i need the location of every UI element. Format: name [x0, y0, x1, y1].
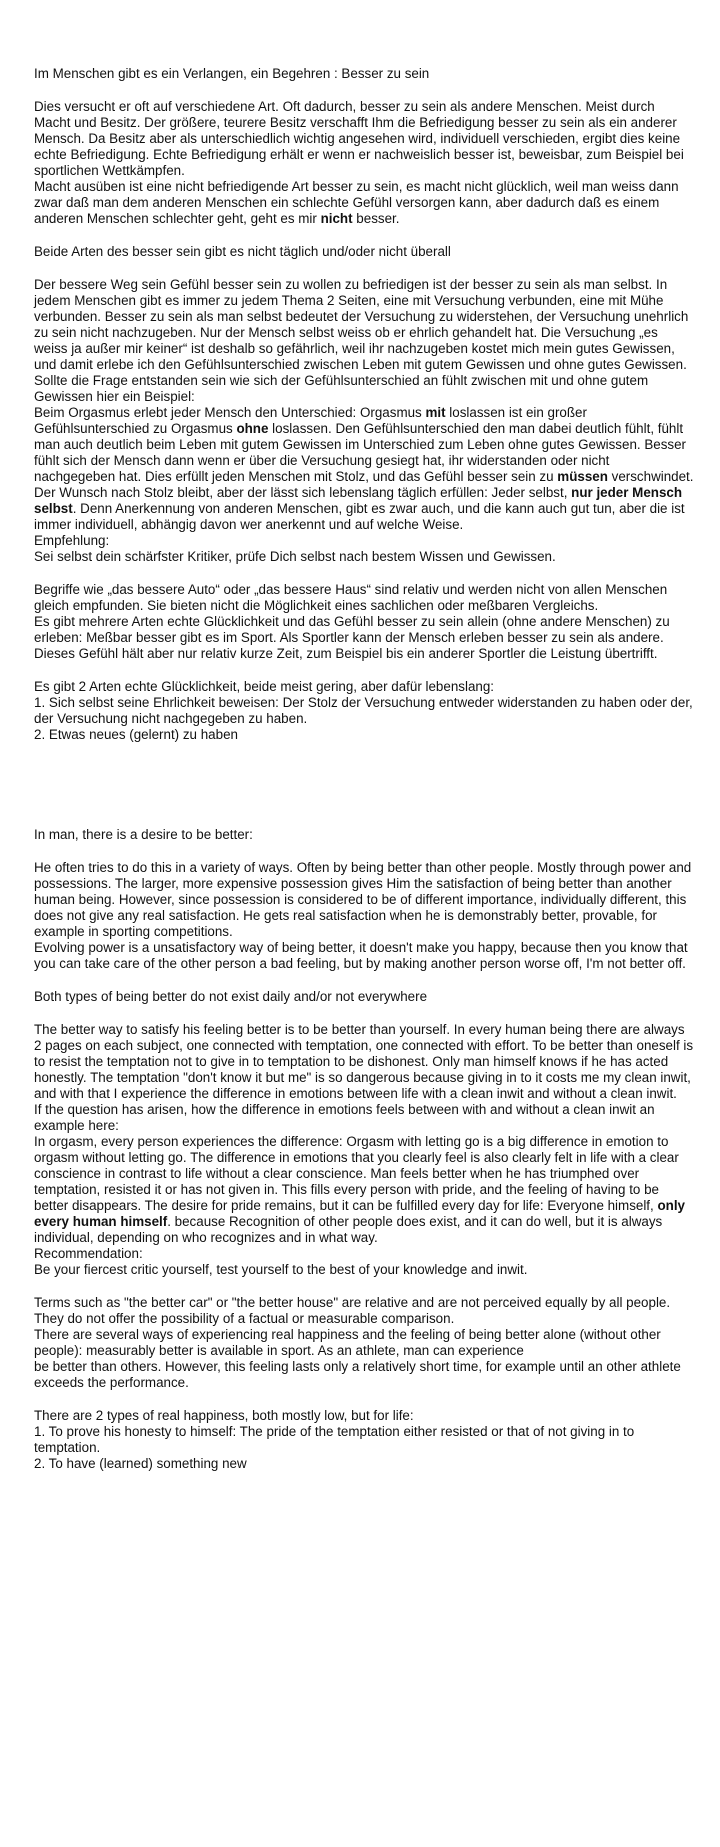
english-list-item: 2. To have (learned) something new — [34, 1456, 247, 1471]
english-paragraph: Recommendation: — [34, 1246, 143, 1261]
english-paragraph: In orgasm, every person experiences the difference: Orgasm with letting go is a big difference in emotion to orgasm without letting go. The difference in emotions that you clearly feel is also clearly felt in life with a clear conscience in contrast to life without a clear conscience. Man feels better when he has triumphed over temptation, resisted it or has not given in. This fills every person with pride, and the feeling of having to be better disappears. The desire for pride remains, but it can be fulfilled every day for life: Everyone himself, only every human himself. because Recognition of other people does exist, and it can do well, but it is always individual, depending on who recognizes and in what way. — [34, 1134, 685, 1245]
german-heading: Im Menschen gibt es ein Verlangen, ein Begehren : Besser zu sein — [34, 66, 430, 81]
german-paragraph: Der bessere Weg sein Gefühl besser sein zu wollen zu befriedigen ist der besser zu sein als man selbst. In jedem Menschen gibt es immer zu jedem Thema 2 Seiten, eine mit Versuchung verbunden, eine mit Mühe verbunden. Besser zu sein als man selbst bedeutet der Versuchung zu widerstehen, der Versuchung unehrlich zu sein nicht nachzugeben. Nur der Mensch selbst weiss ob er ehrlich gehandelt hat. Die Versuchung „es weiss ja außer mir keiner“ ist deshalb so gefährlich, weil ihr nachzugeben kostet mich mein gutes Gewissen, und damit erlebe ich den Gefühlsunterschied zwischen Leben mit gutem Gewissen und ohne gutes Gewissen. — [34, 277, 689, 372]
german-paragraph: Empfehlung: — [34, 533, 110, 548]
german-list-item: 1. Sich selbst seine Ehrlichkeit beweisen: Der Stolz der Versuchung entweder widerstanden zu haben oder der, der Versuchung nicht nachgegeben zu haben. — [34, 695, 693, 726]
german-paragraph: Es gibt mehrere Arten echte Glücklichkeit und das Gefühl besser zu sein allein (ohne andere Menschen) zu erleben: Meßbar besser gibt es im Sport. Als Sportler kann der Mensch erleben besser zu sein als andere. Dieses Gefühl hält aber nur relativ kurze Zeit, zum Beispiel bis ein anderer Sportler die Leistung übertrifft. — [34, 614, 670, 661]
german-paragraph: Begriffe wie „das bessere Auto“ oder „das bessere Haus“ sind relativ und werden nicht von allen Menschen gleich empfunden. Sie bieten nicht die Möglichkeit eines sachlichen oder meßbaren Vergleichs. — [34, 582, 668, 613]
english-paragraph: Terms such as "the better car" or "the better house" are relative and are not perceived equally by all people. They do not offer the possibility of a factual or measurable comparison. — [34, 1295, 671, 1326]
german-paragraph: Es gibt 2 Arten echte Glücklichkeit, beide meist gering, aber dafür lebenslang: — [34, 679, 495, 694]
german-list-item: 2. Etwas neues (gelernt) zu haben — [34, 727, 238, 742]
english-list-item: 1. To prove his honesty to himself: The pride of the temptation either resisted or that of not giving in to temptation. — [34, 1424, 635, 1455]
german-paragraph: Macht ausüben ist eine nicht befriedigende Art besser zu sein, es macht nicht glücklich, weil man weiss dann zwar daß man dem anderen Menschen ein schlechte Gefühl versorgen kann, aber dadurch daß es einem anderen Menschen schlechter geht, geht es mir nicht besser. — [34, 179, 679, 226]
english-paragraph: Be your fiercest critic yourself, test yourself to the best of your knowledge and inwit. — [34, 1262, 528, 1277]
english-paragraph: be better than others. However, this feeling lasts only a relatively short time, for example until an other athlete exceeds the performance. — [34, 1359, 681, 1390]
english-paragraph: Both types of being better do not exist daily and/or not everywhere — [34, 989, 428, 1004]
english-paragraph: He often tries to do this in a variety of ways. Often by being better than other people. Mostly through power and possessions. The larger, more expensive possession gives Him the satisfaction of being better than another human being. However, since possession is considered to be of different importance, individually different, this does not give any real satisfaction. He gets real satisfaction when he is demonstrably better, provable, for example in sporting competitions. — [34, 860, 692, 939]
german-paragraph: Sei selbst dein schärfster Kritiker, prüfe Dich selbst nach bestem Wissen und Gewissen. — [34, 549, 556, 564]
german-paragraph: Beide Arten des besser sein gibt es nicht täglich und/oder nicht überall — [34, 244, 451, 259]
english-paragraph: Evolving power is a unsatisfactory way of being better, it doesn't make you happy, because then you know that you can take care of the other person a bad feeling, but by making another person worse off, I'm not better off. — [34, 940, 688, 971]
english-paragraph: If the question has arisen, how the difference in emotions feels between with and without a clean inwit an example here: — [34, 1102, 655, 1133]
document-body — [34, 66, 694, 1472]
german-paragraph: Dies versucht er oft auf verschiedene Art. Oft dadurch, besser zu sein als andere Menschen. Meist durch Macht und Besitz. Der größere, teurere Besitz verschafft Ihm die Befriedigung besser zu sein als ein anderer Mensch. Da Besitz aber als unterschiedlich wichtig angesehen wird, individuell verschieden, ergibt dies keine echte Befriedigung. Echte Befriedigung erhält er wenn er nachweislich besser ist, beweisbar, zum Beispiel bei sportlichen Wettkämpfen. — [34, 99, 684, 178]
english-heading: In man, there is a desire to be better: — [34, 827, 253, 842]
english-paragraph: The better way to satisfy his feeling better is to be better than yourself. In every human being there are always 2 pages on each subject, one connected with temptation, one connected with effort. To be better than oneself is to resist the temptation not to give in to temptation to be dishonest. Only man himself knows if he has acted honestly. The temptation "don't know it but me" is so dangerous because giving in to it costs me my clean inwit, and with that I experience the difference in emotions between life with a clean inwit and without a clean inwit. — [34, 1022, 694, 1101]
german-paragraph: Beim Orgasmus erlebt jeder Mensch den Unterschied: Orgasmus mit loslassen ist ein großer Gefühlsunterschied zu Orgasmus ohne loslassen. Den Gefühlsunterschied den man dabei deutlich fühlt, fühlt man auch deutlich beim Leben mit gutem Gewissen im Unterschied zum Leben ohne gutes Gewissen. Besser fühlt sich der Mensch dann wenn er über die Versuchung gesiegt hat, ihr widerstanden oder nicht nachgegeben hat. Dies erfüllt jeden Menschen mit Stolz, und das Gefühl besser sein zu müssen verschwindet. Der Wunsch nach Stolz bleibt, aber der lässt sich lebenslang täglich erfüllen: Jeder selbst, nur jeder Mensch selbst. Denn Anerkennung von anderen Menschen, gibt es zwar auch, und die kann auch gut tun, aber die ist immer individuell, abhängig davon wer anerkennt und auf welche Weise. — [34, 405, 694, 532]
english-paragraph: There are 2 types of real happiness, both mostly low, but for life: — [34, 1408, 414, 1423]
german-paragraph: Sollte die Frage entstanden sein wie sich der Gefühlsunterschied an fühlt zwischen mit und ohne gutem Gewissen hier ein Beispiel: — [34, 373, 649, 404]
english-paragraph: There are several ways of experiencing real happiness and the feeling of being better alone (without other people): measurably better is available in sport. As an athlete, man can experience — [34, 1327, 661, 1358]
